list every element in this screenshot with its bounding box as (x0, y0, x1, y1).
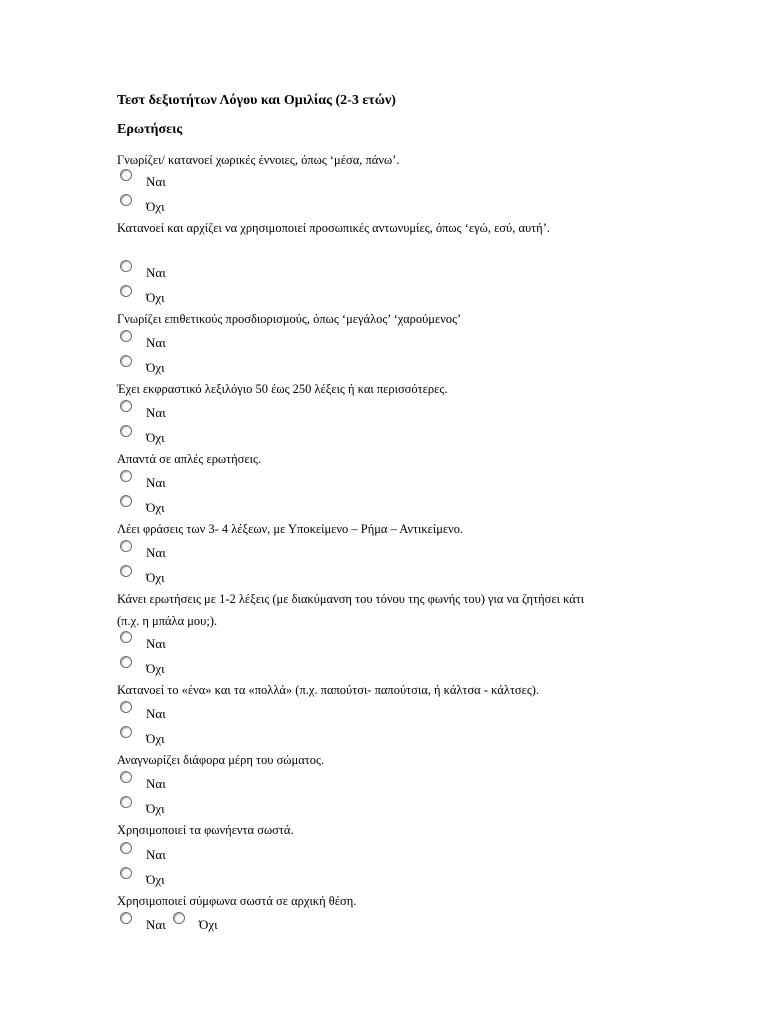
radio-button[interactable] (120, 285, 132, 297)
yes-label: Ναι (146, 847, 166, 862)
radio-button[interactable] (120, 330, 132, 342)
question-text: Αναγνωρίζει διάφορα μέρη του σώματος. (117, 752, 325, 767)
q10-yes-option[interactable] (120, 845, 166, 865)
radio-button[interactable] (120, 842, 132, 854)
no-label: Όχι (146, 570, 165, 585)
q7-no-option[interactable] (120, 659, 165, 679)
question-text: Κάνει ερωτήσεις με 1-2 λέξεις (με διακύμανση του τόνου της φωνής του) για να ζητήσει κάτι (π.χ. η μπάλα μου;). (117, 591, 585, 628)
radio-button[interactable] (120, 867, 132, 879)
radio-button[interactable] (120, 565, 132, 577)
q5-no-option[interactable] (120, 498, 165, 518)
radio-button[interactable] (120, 495, 132, 507)
radio-button[interactable] (120, 169, 132, 181)
page-title: Τεστ δεξιοτήτων Λόγου και Ομιλίας (2-3 ετών) (117, 93, 396, 108)
q3-no-option[interactable] (120, 358, 165, 378)
question-text: Κατανοεί και αρχίζει να χρησιμοποιεί προσωπικές αντωνυμίες, όπως ‘εγώ, εσύ, αυτή’. (117, 220, 550, 235)
no-label: Όχι (146, 360, 165, 375)
yes-label: Ναι (146, 706, 166, 721)
yes-label: Ναι (146, 776, 166, 791)
radio-button[interactable] (120, 470, 132, 482)
no-label: Όχι (146, 731, 165, 746)
question-text: Έχει εκφραστικό λεξιλόγιο 50 έως 250 λέξεις ή και περισσότερες. (117, 381, 448, 396)
radio-button[interactable] (120, 194, 132, 206)
no-label: Όχι (146, 430, 165, 445)
yes-label: Ναι (146, 917, 166, 932)
q2-yes-option[interactable] (120, 263, 166, 283)
radio-button[interactable] (120, 656, 132, 668)
question-text: Κατανοεί το «ένα» και τα «πολλά» (π.χ. παπούτσι- παπούτσια, ή κάλτσα - κάλτσες). (117, 682, 540, 697)
radio-button[interactable] (120, 400, 132, 412)
radio-button[interactable] (120, 631, 132, 643)
no-label: Όχι (199, 917, 218, 932)
q9-yes-option[interactable] (120, 774, 166, 794)
yes-label: Ναι (146, 265, 166, 280)
yes-label: Ναι (146, 335, 166, 350)
q6-yes-option[interactable] (120, 543, 166, 563)
q11-no-option[interactable] (173, 915, 218, 935)
no-label: Όχι (146, 661, 165, 676)
radio-button[interactable] (120, 726, 132, 738)
question-text: Λέει φράσεις των 3- 4 λέξεων, με Υποκείμενο – Ρήμα – Αντικείμενο. (117, 521, 464, 536)
yes-label: Ναι (146, 545, 166, 560)
q11-yes-option[interactable] (120, 915, 166, 935)
q2-no-option[interactable] (120, 288, 165, 308)
q6-no-option[interactable] (120, 568, 165, 588)
q8-no-option[interactable] (120, 729, 165, 749)
question-text: Χρησιμοποιεί σύμφωνα σωστά σε αρχική θέση. (117, 893, 357, 908)
yes-label: Ναι (146, 174, 166, 189)
radio-button[interactable] (120, 796, 132, 808)
q7-yes-option[interactable] (120, 634, 166, 654)
q10-no-option[interactable] (120, 870, 165, 890)
q5-yes-option[interactable] (120, 473, 166, 493)
no-label: Όχι (146, 290, 165, 305)
radio-button[interactable] (120, 260, 132, 272)
yes-label: Ναι (146, 636, 166, 651)
no-label: Όχι (146, 199, 165, 214)
no-label: Όχι (146, 801, 165, 816)
q1-yes-option[interactable] (120, 172, 166, 192)
q4-no-option[interactable] (120, 428, 165, 448)
q8-yes-option[interactable] (120, 704, 166, 724)
yes-label: Ναι (146, 405, 166, 420)
q9-no-option[interactable] (120, 799, 165, 819)
no-label: Όχι (146, 500, 165, 515)
question-text: Χρησιμοποιεί τα φωνήεντα σωστά. (117, 822, 294, 837)
radio-button[interactable] (120, 355, 132, 367)
radio-button[interactable] (120, 701, 132, 713)
question-text: Γνωρίζει/ κατανοεί χωρικές έννοιες, όπως ‘μέσα, πάνω’. (117, 152, 400, 167)
radio-button[interactable] (120, 912, 132, 924)
question-text: Γνωρίζει επιθετικούς προσδιορισμούς, όπως ‘μεγάλος’ ‘χαρούμενος’ (117, 311, 462, 326)
q3-yes-option[interactable] (120, 333, 166, 353)
q4-yes-option[interactable] (120, 403, 166, 423)
section-heading: Ερωτήσεις (117, 122, 183, 137)
q1-no-option[interactable] (120, 197, 165, 217)
radio-button[interactable] (173, 912, 185, 924)
no-label: Όχι (146, 872, 165, 887)
radio-button[interactable] (120, 540, 132, 552)
question-text: Απαντά σε απλές ερωτήσεις. (117, 451, 262, 466)
radio-button[interactable] (120, 425, 132, 437)
radio-button[interactable] (120, 771, 132, 783)
yes-label: Ναι (146, 475, 166, 490)
